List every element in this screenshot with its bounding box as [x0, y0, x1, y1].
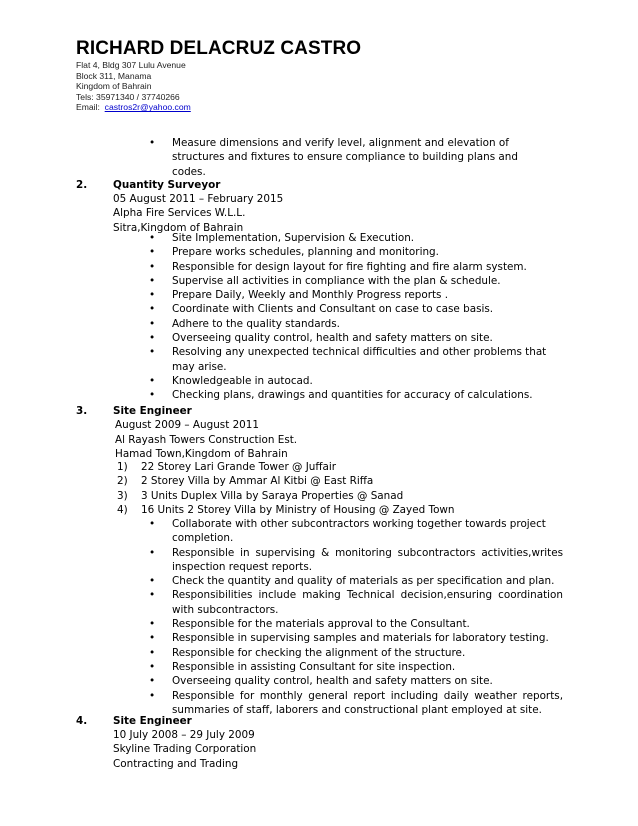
- job-3-company: Al Rayash Towers Construction Est.: [115, 433, 298, 446]
- bullet-item: • Supervise all activities in compliance with the plan & schedule.: [147, 274, 567, 288]
- bullet-item: • Adhere to the quality standards.: [147, 317, 567, 331]
- job-3-title: Site Engineer: [113, 405, 192, 417]
- section-number-3: 3.: [76, 405, 88, 417]
- intro-bullet-list: [147, 136, 547, 179]
- phone-numbers: Tels: 35971340 / 37740266: [76, 91, 180, 102]
- job-3-dates: August 2009 – August 2011: [115, 419, 260, 431]
- bullet-item: • Prepare works schedules, planning and monitoring.: [147, 245, 567, 259]
- job-4-company: Skyline Trading Corporation: [113, 743, 257, 756]
- job-2-details: [113, 178, 573, 235]
- section-number-2: 2.: [76, 179, 88, 191]
- resume-header: [76, 38, 361, 113]
- section-number-4: 4.: [76, 715, 88, 727]
- email-link[interactable]: castros2r@yahoo.com: [104, 102, 191, 113]
- bullet-item: • Responsible for monthly general report including daily weather reports, summaries of staff, laborers and constructional plant employed at site.: [147, 689, 563, 718]
- bullet-item: • Responsible in supervising samples and materials for laboratory testing.: [147, 631, 563, 645]
- bullet-item: • Responsible for design layout for fire fighting and fire alarm system.: [147, 260, 567, 274]
- job-4-description: Contracting and Trading: [113, 757, 239, 770]
- bullet-item: • Overseeing quality control, health and safety matters on site.: [147, 674, 563, 688]
- bullet-item: • Resolving any unexpected technical difficulties and other problems that may arise.: [147, 345, 567, 374]
- job-2-responsibilities: [147, 231, 567, 403]
- job-3-details: [113, 404, 573, 462]
- job-2-company: Alpha Fire Services W.L.L.: [113, 207, 246, 220]
- contact-block: [76, 60, 361, 113]
- bullet-item: • Responsible in assisting Consultant for site inspection.: [147, 660, 563, 674]
- bullet-item: • Checking plans, drawings and quantities for accuracy of calculations.: [147, 388, 567, 402]
- job-3-location: Hamad Town,Kingdom of Bahrain: [115, 448, 288, 461]
- job-2-dates: 05 August 2011 – February 2015: [113, 193, 284, 205]
- bullet-item: • Site Implementation, Supervision & Execution.: [147, 231, 567, 245]
- job-4-dates: 10 July 2008 – 29 July 2009: [113, 729, 255, 741]
- project-item: 4) 16 Units 2 Storey Villa by Ministry of Housing @ Zayed Town: [117, 503, 455, 516]
- candidate-name: RICHARD DELACRUZ CASTRO: [76, 38, 362, 59]
- email-line: [76, 102, 361, 113]
- email-label: Email:: [76, 102, 100, 113]
- bullet-item: • Check the quantity and quality of materials as per specification and plan.: [147, 574, 563, 588]
- address-line-2: Block 311, Manama: [76, 70, 152, 81]
- address-line-3: Kingdom of Bahrain: [76, 81, 152, 92]
- project-item: 3) 3 Units Duplex Villa by Saraya Properties @ Sanad: [117, 489, 404, 502]
- bullet-item: • Responsible in supervising & monitoring subcontractors activities,writes inspection request reports.: [147, 546, 563, 575]
- bullet-item: • Overseeing quality control, health and safety matters on site.: [147, 331, 567, 345]
- job-2-location: Sitra,Kingdom of Bahrain: [113, 221, 244, 234]
- bullet-item: • Coordinate with Clients and Consultant on case to case basis.: [147, 302, 567, 316]
- job-4-title: Site Engineer: [113, 715, 192, 727]
- project-item: 2) 2 Storey Villa by Ammar Al Kitbi @ East Riffa: [117, 475, 374, 488]
- bullet-item: • Knowledgeable in autocad.: [147, 374, 567, 388]
- address-line-1: Flat 4, Bldg 307 Lulu Avenue: [76, 60, 186, 70]
- job-2-title: Quantity Surveyor: [113, 179, 221, 191]
- bullet-item: • Measure dimensions and verify level, alignment and elevation of structures and fixtures to ensure compliance to building plans and codes.: [147, 136, 547, 179]
- project-item: 1) 22 Storey Lari Grande Tower @ Juffair: [117, 461, 337, 473]
- bullet-item: • Responsible for the materials approval to the Consultant.: [147, 617, 563, 631]
- bullet-item: • Responsible for checking the alignment of the structure.: [147, 646, 563, 660]
- job-4-details: [113, 714, 573, 771]
- bullet-item: • Responsibilities include making Technical decision,ensuring coordination with subcontractors.: [147, 588, 563, 617]
- job-3-projects: [117, 460, 557, 517]
- bullet-item: • Prepare Daily, Weekly and Monthly Progress reports .: [147, 288, 567, 302]
- job-3-responsibilities: [147, 517, 563, 717]
- bullet-item: • Collaborate with other subcontractors working together towards project completion.: [147, 517, 563, 546]
